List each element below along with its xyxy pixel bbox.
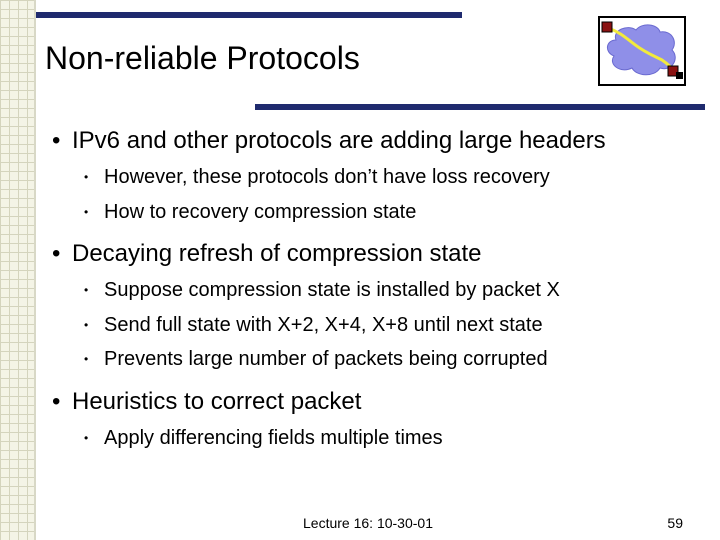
sub-bullet-text: Apply differencing fields multiple times [104, 426, 443, 449]
sub-bullet-mark: • [84, 283, 89, 297]
sub-bullet-item [46, 342, 716, 377]
sub-bullet-mark: • [84, 204, 89, 219]
sub-bullet-text: Prevents large number of packets being corrupted [104, 348, 548, 370]
bullet-text: Decaying refresh of compression state [72, 240, 482, 267]
bullet-text: IPv6 and other protocols are adding large headers [72, 127, 606, 154]
title-rule-bottom [255, 104, 705, 110]
sub-bullet-text: Suppose compression state is installed by packet X [104, 279, 560, 301]
sub-bullet-item [46, 273, 716, 308]
title-rule-top [36, 12, 462, 18]
sub-bullet-mark: • [84, 170, 89, 184]
sub-bullet-text: However, these protocols don’t have loss recovery [104, 166, 550, 188]
slide-title: Non-reliable Protocols [45, 40, 360, 76]
sub-bullet-text: How to recovery compression state [104, 200, 417, 223]
bullet-mark: • [52, 387, 61, 415]
sub-bullet-item [46, 160, 716, 195]
slide-content [46, 124, 716, 463]
bullet-mark: • [52, 240, 61, 267]
footer-lecture-label: Lecture 16: 10-30-01 [303, 515, 433, 531]
bullet-item [46, 385, 716, 419]
bullet-text: Heuristics to correct packet [72, 387, 362, 415]
bullet-item [46, 124, 716, 158]
sub-bullet-text: Send full state with X+2, X+4, X+8 until next state [104, 313, 543, 336]
sub-bullet-mark: • [84, 352, 89, 366]
sub-bullet-list [46, 160, 716, 229]
page-number: 59 [667, 515, 683, 531]
network-cloud-icon [598, 16, 686, 86]
sub-bullet-mark: • [84, 317, 89, 332]
bullet-item [46, 237, 716, 271]
decorative-grid-strip [0, 0, 36, 540]
sub-bullet-mark: • [84, 430, 89, 445]
bullet-mark: • [52, 127, 61, 154]
sub-bullet-item [46, 195, 716, 230]
sub-bullet-item [46, 308, 716, 343]
sub-bullet-list [46, 421, 716, 456]
sub-bullet-list [46, 273, 716, 377]
sub-bullet-item [46, 421, 716, 456]
